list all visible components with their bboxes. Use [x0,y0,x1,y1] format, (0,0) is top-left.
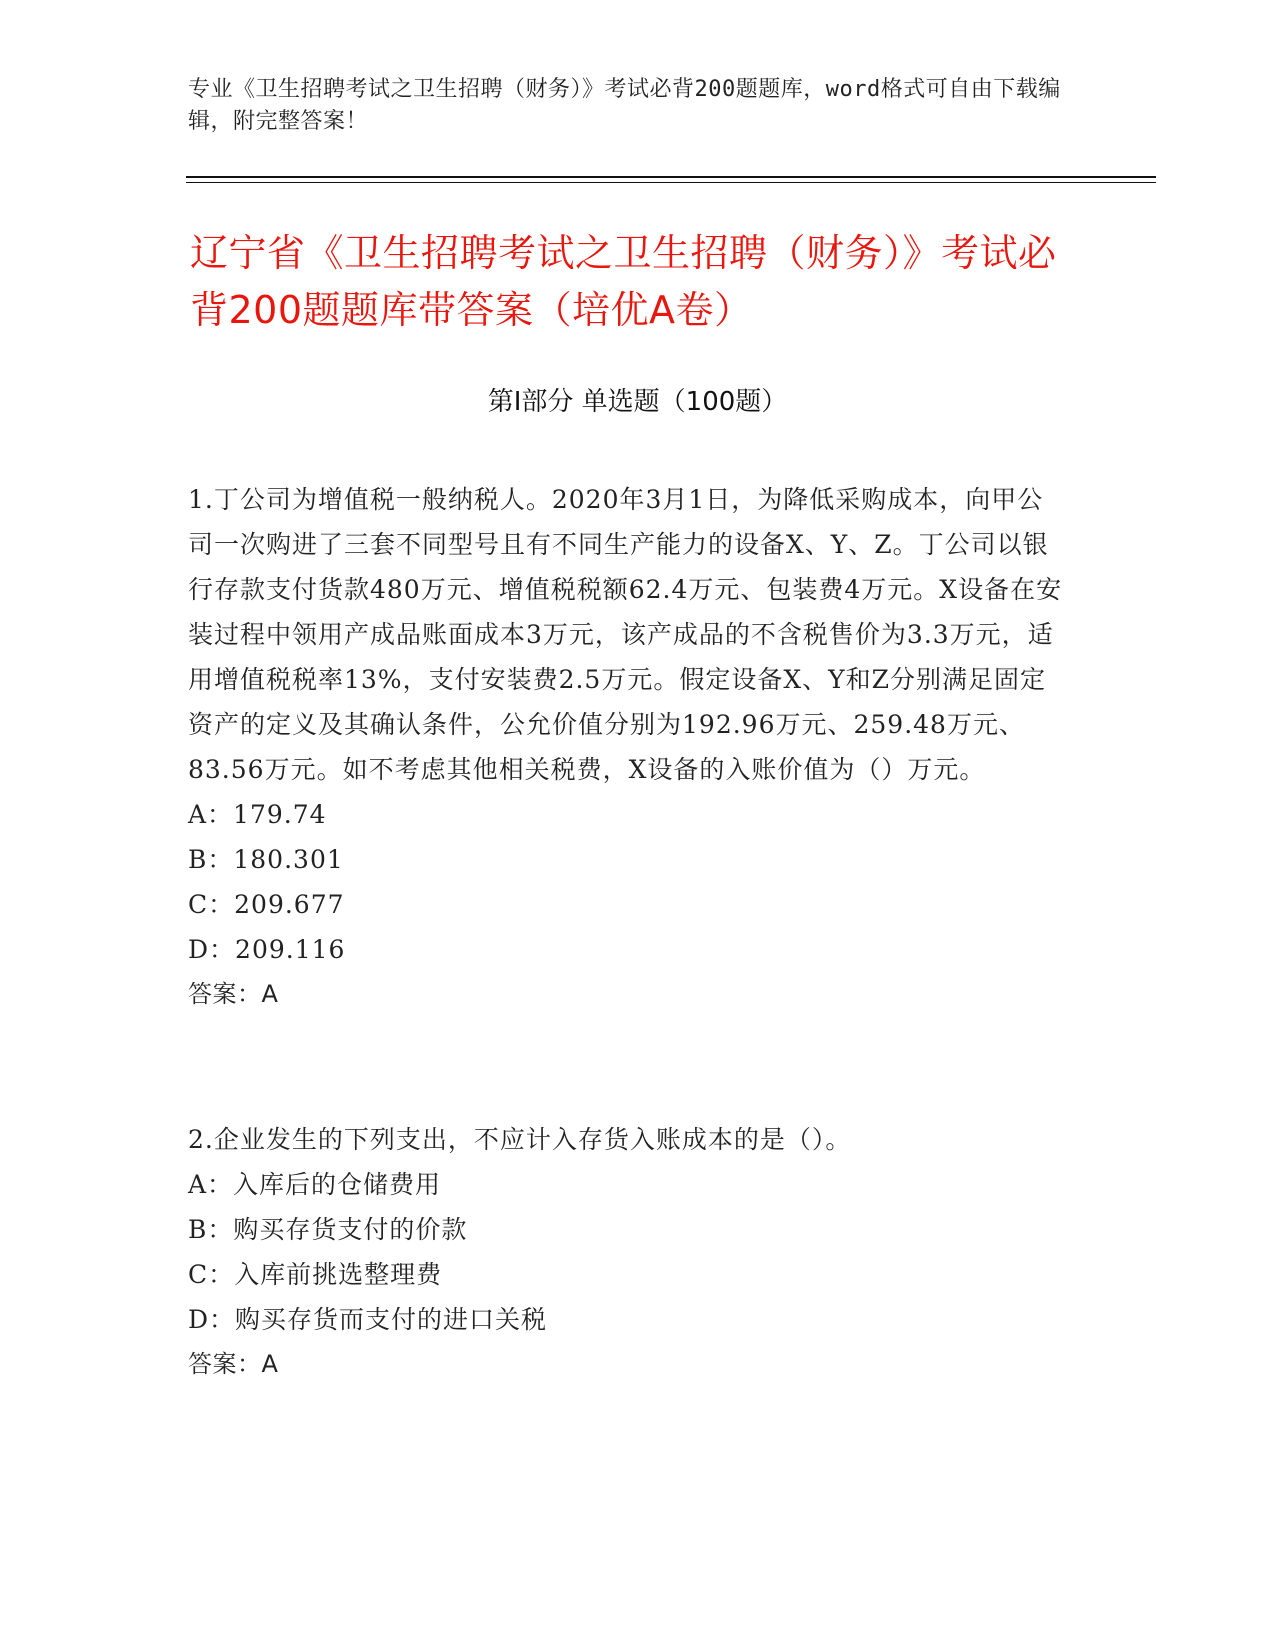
header-divider-thick [186,176,1156,178]
option-c: C：入库前挑选整理费 [188,1260,443,1289]
document-title: 辽宁省《卫生招聘考试之卫生招聘（财务）》考试必背200题题库带答案（培优A卷） [190,231,1057,332]
answer: 答案：A [188,980,279,1008]
answer: 答案：A [188,1350,279,1378]
question-stem: 1.丁公司为增值税一般纳税人。2020年3月1日，为降低采购成本，向甲公司一次购进了三套不同型号且有不同生产能力的设备X、Y、Z。丁公司以银行存款支付货款480万元、增值税税额62.4万元、包装费4万元。X设备在安装过程中领用产成品账面成本3万元，该产成品的不含税售价为3.3万元，适用增值税税率13%，支付安装费2.5万元。假定设备X、Y和Z分别满足固定资产的定义及其确认条件，公允价值分别为192.96万元、259.48万元、83.56万元。如不考虑其他相关税费，X设备的入账价值为（）万元。 [188,485,1063,784]
question-1 [188,477,1068,1017]
header-note: 专业《卫生招聘考试之卫生招聘（财务）》考试必背200题题库，word格式可自由下载编辑，附完整答案！ [188,77,1061,134]
option-b: B：180.301 [188,845,344,874]
option-a: A：入库后的仓储费用 [188,1170,442,1199]
option-d: D：209.116 [188,935,346,964]
option-b: B：购买存货支付的价款 [188,1215,468,1244]
header-divider-thin [186,182,1156,183]
question-stem: 2.企业发生的下列支出，不应计入存货入账成本的是（）。 [188,1125,852,1154]
option-a: A：179.74 [188,800,327,829]
question-2 [188,1117,1068,1387]
section-title: 第I部分 单选题（100题） [487,387,788,417]
option-c: C：209.677 [188,890,345,919]
option-d: D：购买存货而支付的进口关税 [188,1305,548,1334]
